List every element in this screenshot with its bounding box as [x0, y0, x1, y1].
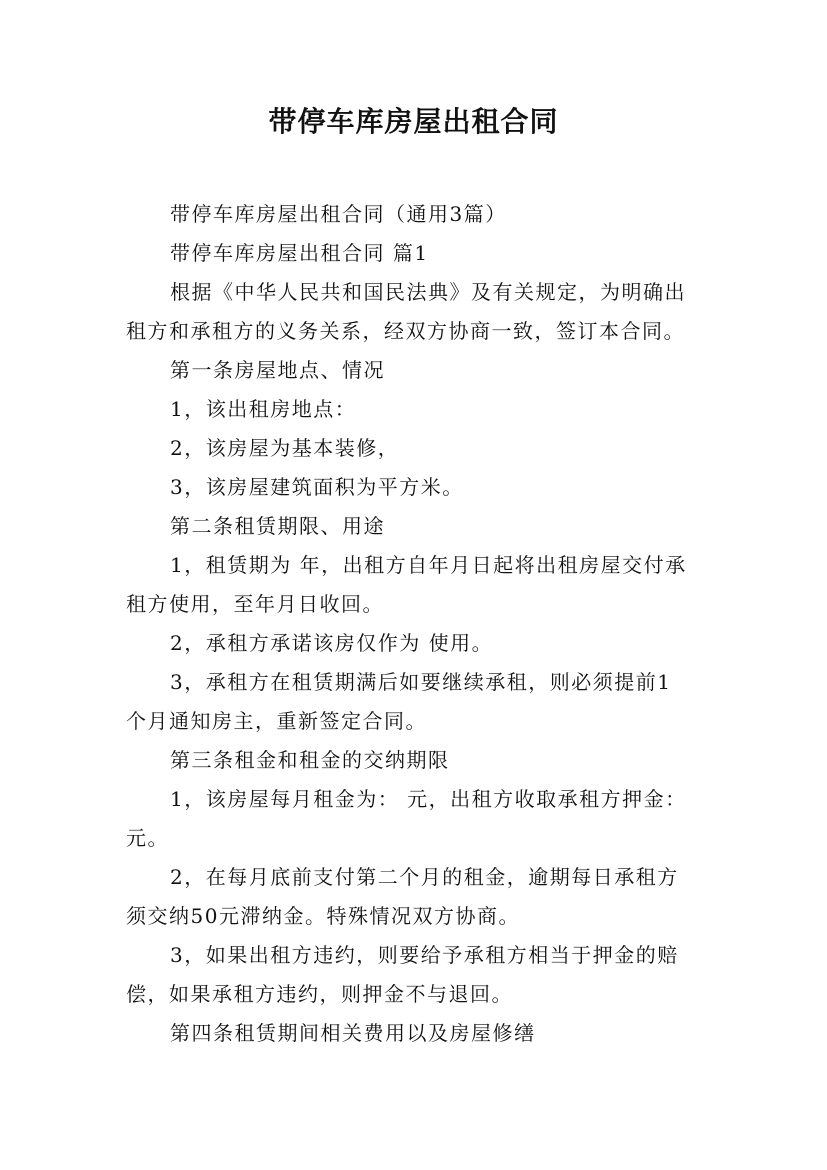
- paragraph-line: 2，在每月底前支付第二个月的租金，逾期每日承租方: [170, 865, 679, 889]
- paragraph-line: 2，承租方承诺该房仅作为 使用。: [170, 631, 494, 655]
- paragraph-line: 须交纳50元滞纳金。特殊情况双方协商。: [126, 904, 520, 928]
- paragraph-line: 元。: [126, 826, 169, 850]
- paragraph-line: 3，承租方在租赁期满后如要继续承租，则必须提前1: [170, 670, 672, 694]
- document-title: 带停车库房屋出租合同: [268, 105, 559, 138]
- article-heading: 第二条租赁期限、用途: [170, 514, 385, 538]
- article-heading: 第三条租金和租金的交纳期限: [170, 748, 450, 772]
- paragraph-line: 3，该房屋建筑面积为平方米。: [170, 475, 464, 499]
- paragraph-line: 1，租赁期为 年，出租方自年月日起将出租房屋交付承: [170, 553, 687, 577]
- paragraph-line: 根据《中华人民共和国民法典》及有关规定，为明确出: [170, 280, 686, 304]
- paragraph-line: 租方和承租方的义务关系，经双方协商一致，签订本合同。: [126, 319, 685, 343]
- paragraph-line: 偿，如果承租方违约，则押金不与退回。: [126, 982, 513, 1006]
- paragraph-line: 个月通知房主，重新签定合同。: [126, 709, 427, 733]
- article-heading: 第四条租赁期间相关费用以及房屋修缮: [170, 1021, 536, 1045]
- paragraph-line: 3，如果出租方违约，则要给予承租方相当于押金的赔: [170, 943, 679, 967]
- article-heading: 第一条房屋地点、情况: [170, 358, 385, 382]
- paragraph-line: 租方使用，至年月日收回。: [126, 592, 384, 616]
- subtitle-line: 带停车库房屋出租合同（通用3篇）: [170, 202, 507, 226]
- paragraph-line: 2，该房屋为基本装修，: [170, 436, 400, 460]
- paragraph-line: 1，该出租房地点：: [170, 397, 357, 421]
- paragraph-line: 1，该房屋每月租金为： 元，出租方收取承租方押金：: [170, 787, 687, 811]
- section-heading: 带停车库房屋出租合同 篇1: [170, 241, 429, 265]
